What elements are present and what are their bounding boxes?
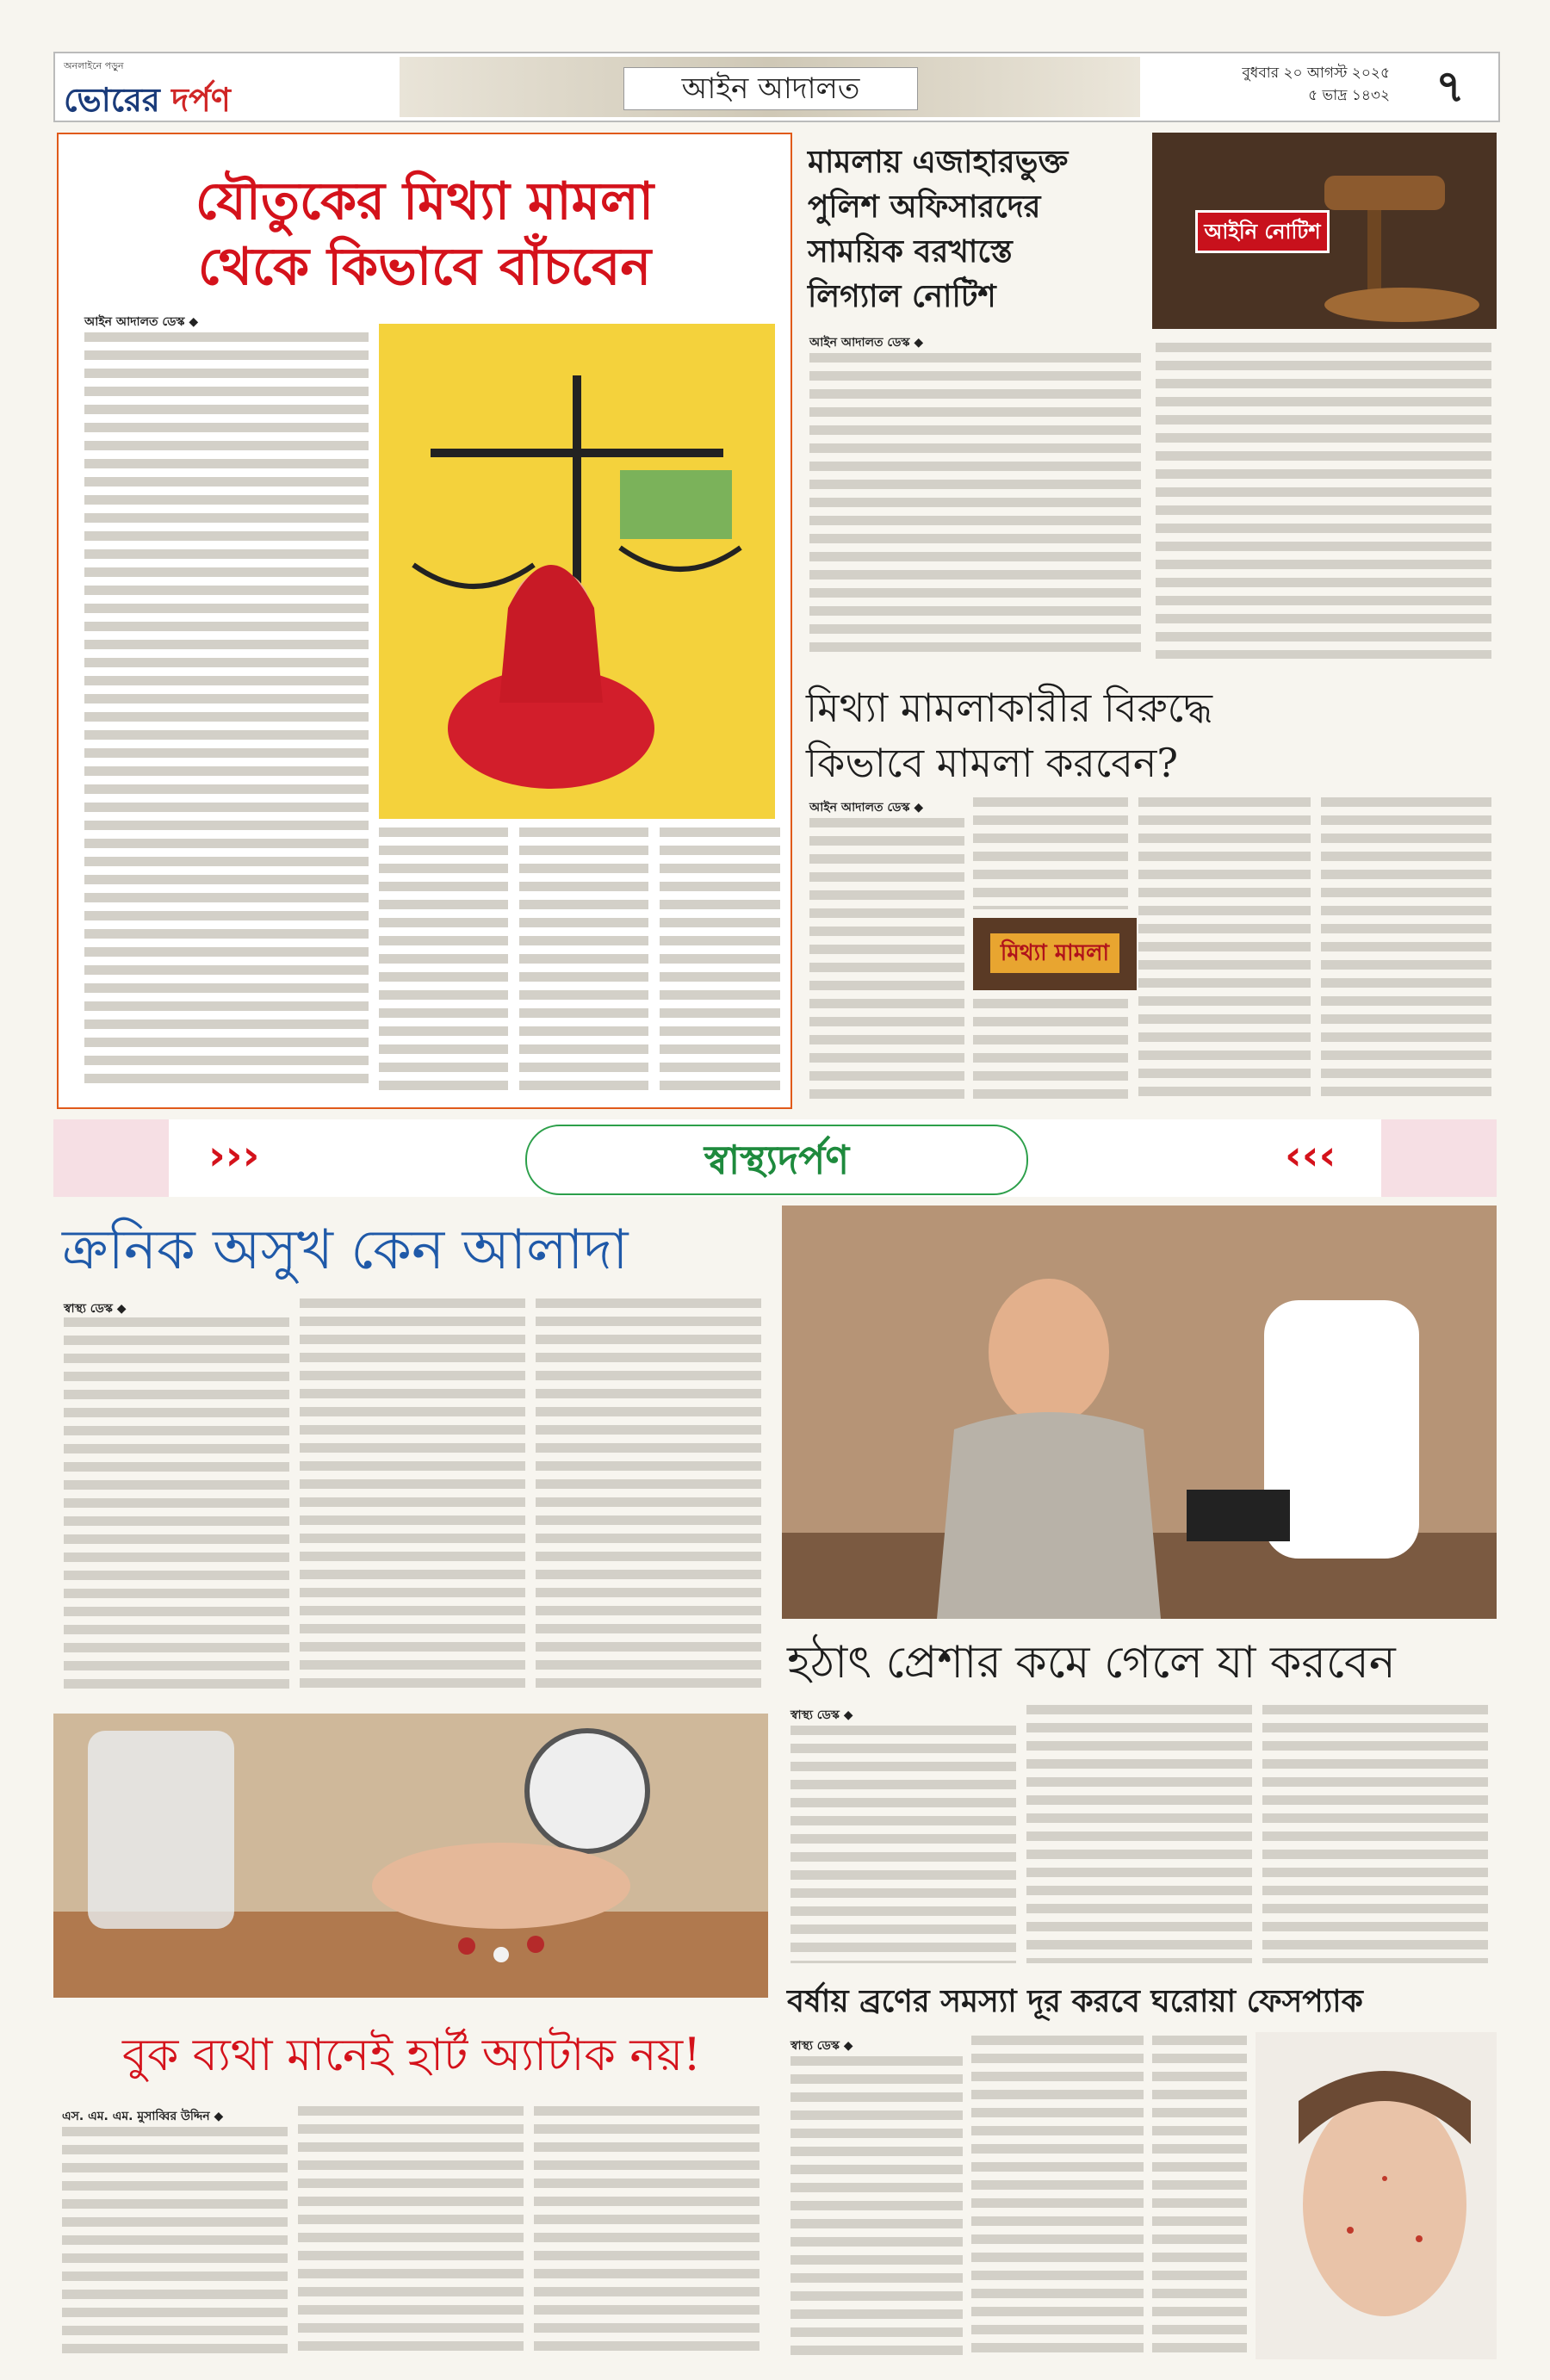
article-body-column (790, 1726, 1016, 1963)
article-body-column (1262, 1705, 1488, 1963)
date-bengali: ৫ ভাদ্র ১৪৩২ (1308, 87, 1390, 104)
health-section-banner (53, 1119, 1497, 1197)
article-byline: আইন আদালত ডেস্ক ◆ (809, 336, 924, 350)
newspaper-logo (64, 59, 322, 119)
article-body-column (809, 818, 964, 1102)
article-body-column (298, 2106, 524, 2359)
article-headline: ক্রনিক অসুখ কেন আলাদা (62, 1218, 629, 1282)
article-body-column (809, 353, 1141, 659)
article-body-column (1026, 1705, 1252, 1963)
article-body-column (973, 797, 1128, 909)
logo-tagline: অনলাইনে পড়ুন (64, 60, 124, 71)
issue-date (1183, 62, 1390, 107)
article-acne-facepack (782, 1972, 1497, 2368)
article-body-column (62, 2127, 288, 2359)
article-body-column (534, 2106, 760, 2359)
court-building-banner (400, 57, 1140, 117)
article-byline: আইন আদালত ডেস্ক ◆ (84, 315, 199, 329)
article-body-column (660, 827, 780, 1090)
masthead (53, 52, 1500, 122)
article-body-column (1152, 2036, 1247, 2358)
chevron-right-icon: ››› (208, 1131, 260, 1180)
legal-notice-stamp: আইনি নোটিশ (1195, 210, 1330, 253)
article-body-column (379, 827, 508, 1090)
article-body-column (519, 827, 648, 1090)
date-gregorian: বুধবার ২০ আগস্ট ২০২৫ (1242, 65, 1390, 82)
gavel-photo (1152, 133, 1497, 329)
article-headline: হঠাৎ প্রেশার কমে গেলে যা করবেন (787, 1637, 1396, 1689)
blood-pressure-photo (782, 1205, 1497, 1619)
article-body-column (1138, 797, 1311, 1102)
article-headline: মামলায় এজাহারভুক্ত পুলিশ অফিসারদের সাময়িক বরখাস্তে লিগ্যাল নোটিশ (808, 144, 1069, 314)
logo-text: ভোরের দর্পণ (64, 80, 231, 119)
article-byline: স্বাস্থ্য ডেস্ক ◆ (790, 1708, 853, 1722)
chevron-left-icon: ‹‹‹ (1285, 1131, 1336, 1180)
article-body-column (1321, 797, 1491, 1102)
article-legal-notice (801, 133, 1497, 666)
article-body-column (64, 1317, 289, 1696)
woman-acne-photo (1256, 2032, 1497, 2359)
page-number: ৭ (1435, 61, 1465, 113)
dowry-illustration (379, 324, 775, 819)
section-title: আইন আদালত (623, 67, 918, 110)
article-headline: যৌতুকের মিথ্যা মামলা থেকে কিভাবে বাঁচবেন (195, 171, 654, 297)
pills-and-clock-photo (53, 1714, 768, 1998)
article-headline: মিথ্যা মামলাকারীর বিরুদ্ধে কিভাবে মামলা করবেন? (806, 685, 1213, 786)
article-headline: বর্ষায় ব্রণের সমস্যা দূর করবে ঘরোয়া ফেসপ্যাক (787, 1983, 1363, 2019)
article-byline: স্বাস্থ্য ডেস্ক ◆ (790, 2039, 853, 2053)
article-headline: বুক ব্যথা মানেই হার্ট অ্যাটাক নয়! (122, 2030, 701, 2081)
article-chronic-illness (53, 1205, 768, 1705)
article-byline: আইন আদালত ডেস্ক ◆ (809, 801, 924, 815)
article-body-column (971, 2036, 1144, 2358)
article-byline: এস. এম. এম. মুসাব্বির উদ্দিন ◆ (62, 2110, 224, 2123)
article-body-column (84, 332, 369, 1090)
article-byline: স্বাস্থ্য ডেস্ক ◆ (64, 1302, 127, 1316)
article-chest-pain (53, 2006, 768, 2368)
article-counter-case (801, 680, 1497, 1111)
article-body-column (790, 2056, 963, 2358)
false-case-stamp: মিথ্যা মামলা (990, 933, 1119, 973)
article-dowry-false-case (57, 133, 792, 1109)
article-body-column (1156, 343, 1491, 659)
health-section-title: স্বাস্থ্যদর্পণ (525, 1125, 1028, 1195)
article-low-blood-pressure (782, 1627, 1497, 1972)
false-case-photo (973, 918, 1137, 990)
article-body-column (536, 1298, 761, 1696)
article-body-column (300, 1298, 525, 1696)
article-body-column (973, 999, 1128, 1102)
